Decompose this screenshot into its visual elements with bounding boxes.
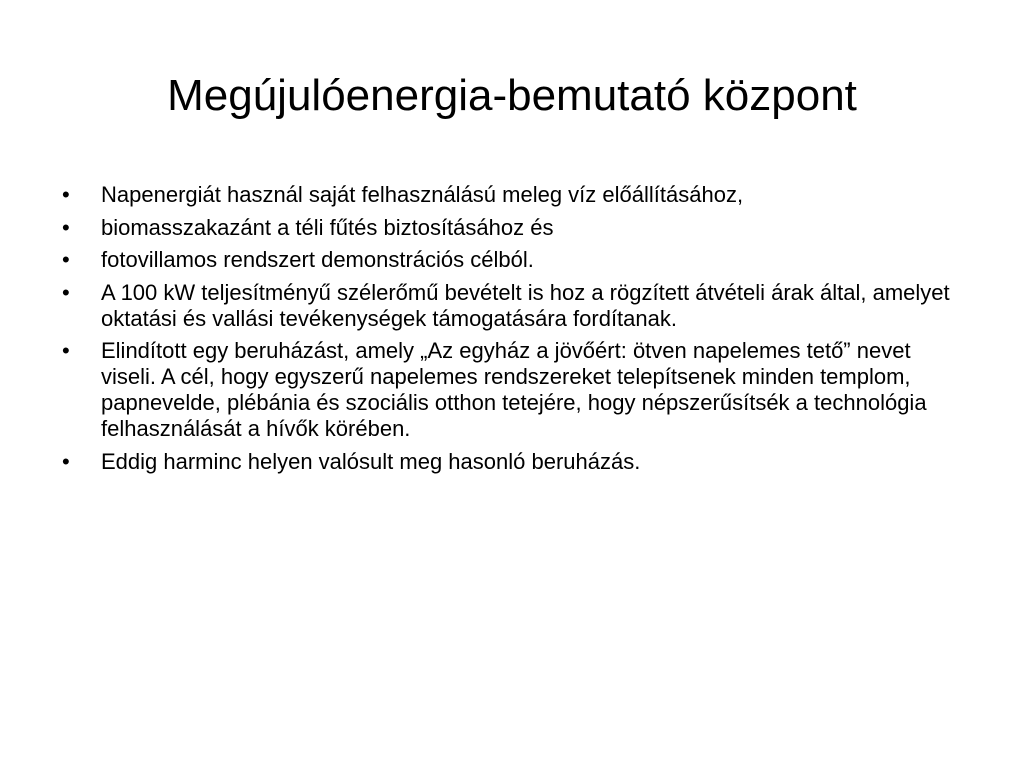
bullet-icon: • <box>62 247 70 272</box>
bullet-icon: • <box>62 214 70 240</box>
bullet-list <box>62 182 962 481</box>
bullet-item <box>62 215 962 241</box>
bullet-icon: • <box>62 182 70 207</box>
bullet-item <box>62 280 962 332</box>
bullet-item <box>62 449 962 475</box>
bullet-text: A 100 kW teljesítményű szélerőmű bevételt is hoz a rögzített átvételi árak által, amelyet oktatási és vallási tevékenységek támogatására fordítanak. <box>101 279 950 331</box>
bullet-text: fotovillamos rendszert demonstrációs célból. <box>101 247 534 272</box>
bullet-icon: • <box>62 448 70 474</box>
bullet-item <box>62 247 962 273</box>
bullet-text: Elindított egy beruházást, amely „Az egyház a jövőért: ötven napelemes tető” nevet viseli. A cél, hogy egyszerű napelemes rendszereket telepítsenek minden templom, papnevelde, plébánia és szociális otthon tetejére, hogy népszerűsítsék a technológia felhasználását a hívők körében. <box>101 338 927 441</box>
bullet-text: Napenergiát használ saját felhasználású meleg víz előállításához, <box>101 182 744 207</box>
bullet-text: Eddig harminc helyen valósult meg hasonló beruházás. <box>101 448 641 474</box>
bullet-icon: • <box>62 338 70 363</box>
bullet-text: biomasszakazánt a téli fűtés biztosításához és <box>101 214 554 240</box>
slide-title: Megújulóenergia-bemutató központ <box>167 71 857 120</box>
bullet-icon: • <box>62 279 70 305</box>
bullet-item <box>62 182 962 208</box>
bullet-item <box>62 338 962 442</box>
